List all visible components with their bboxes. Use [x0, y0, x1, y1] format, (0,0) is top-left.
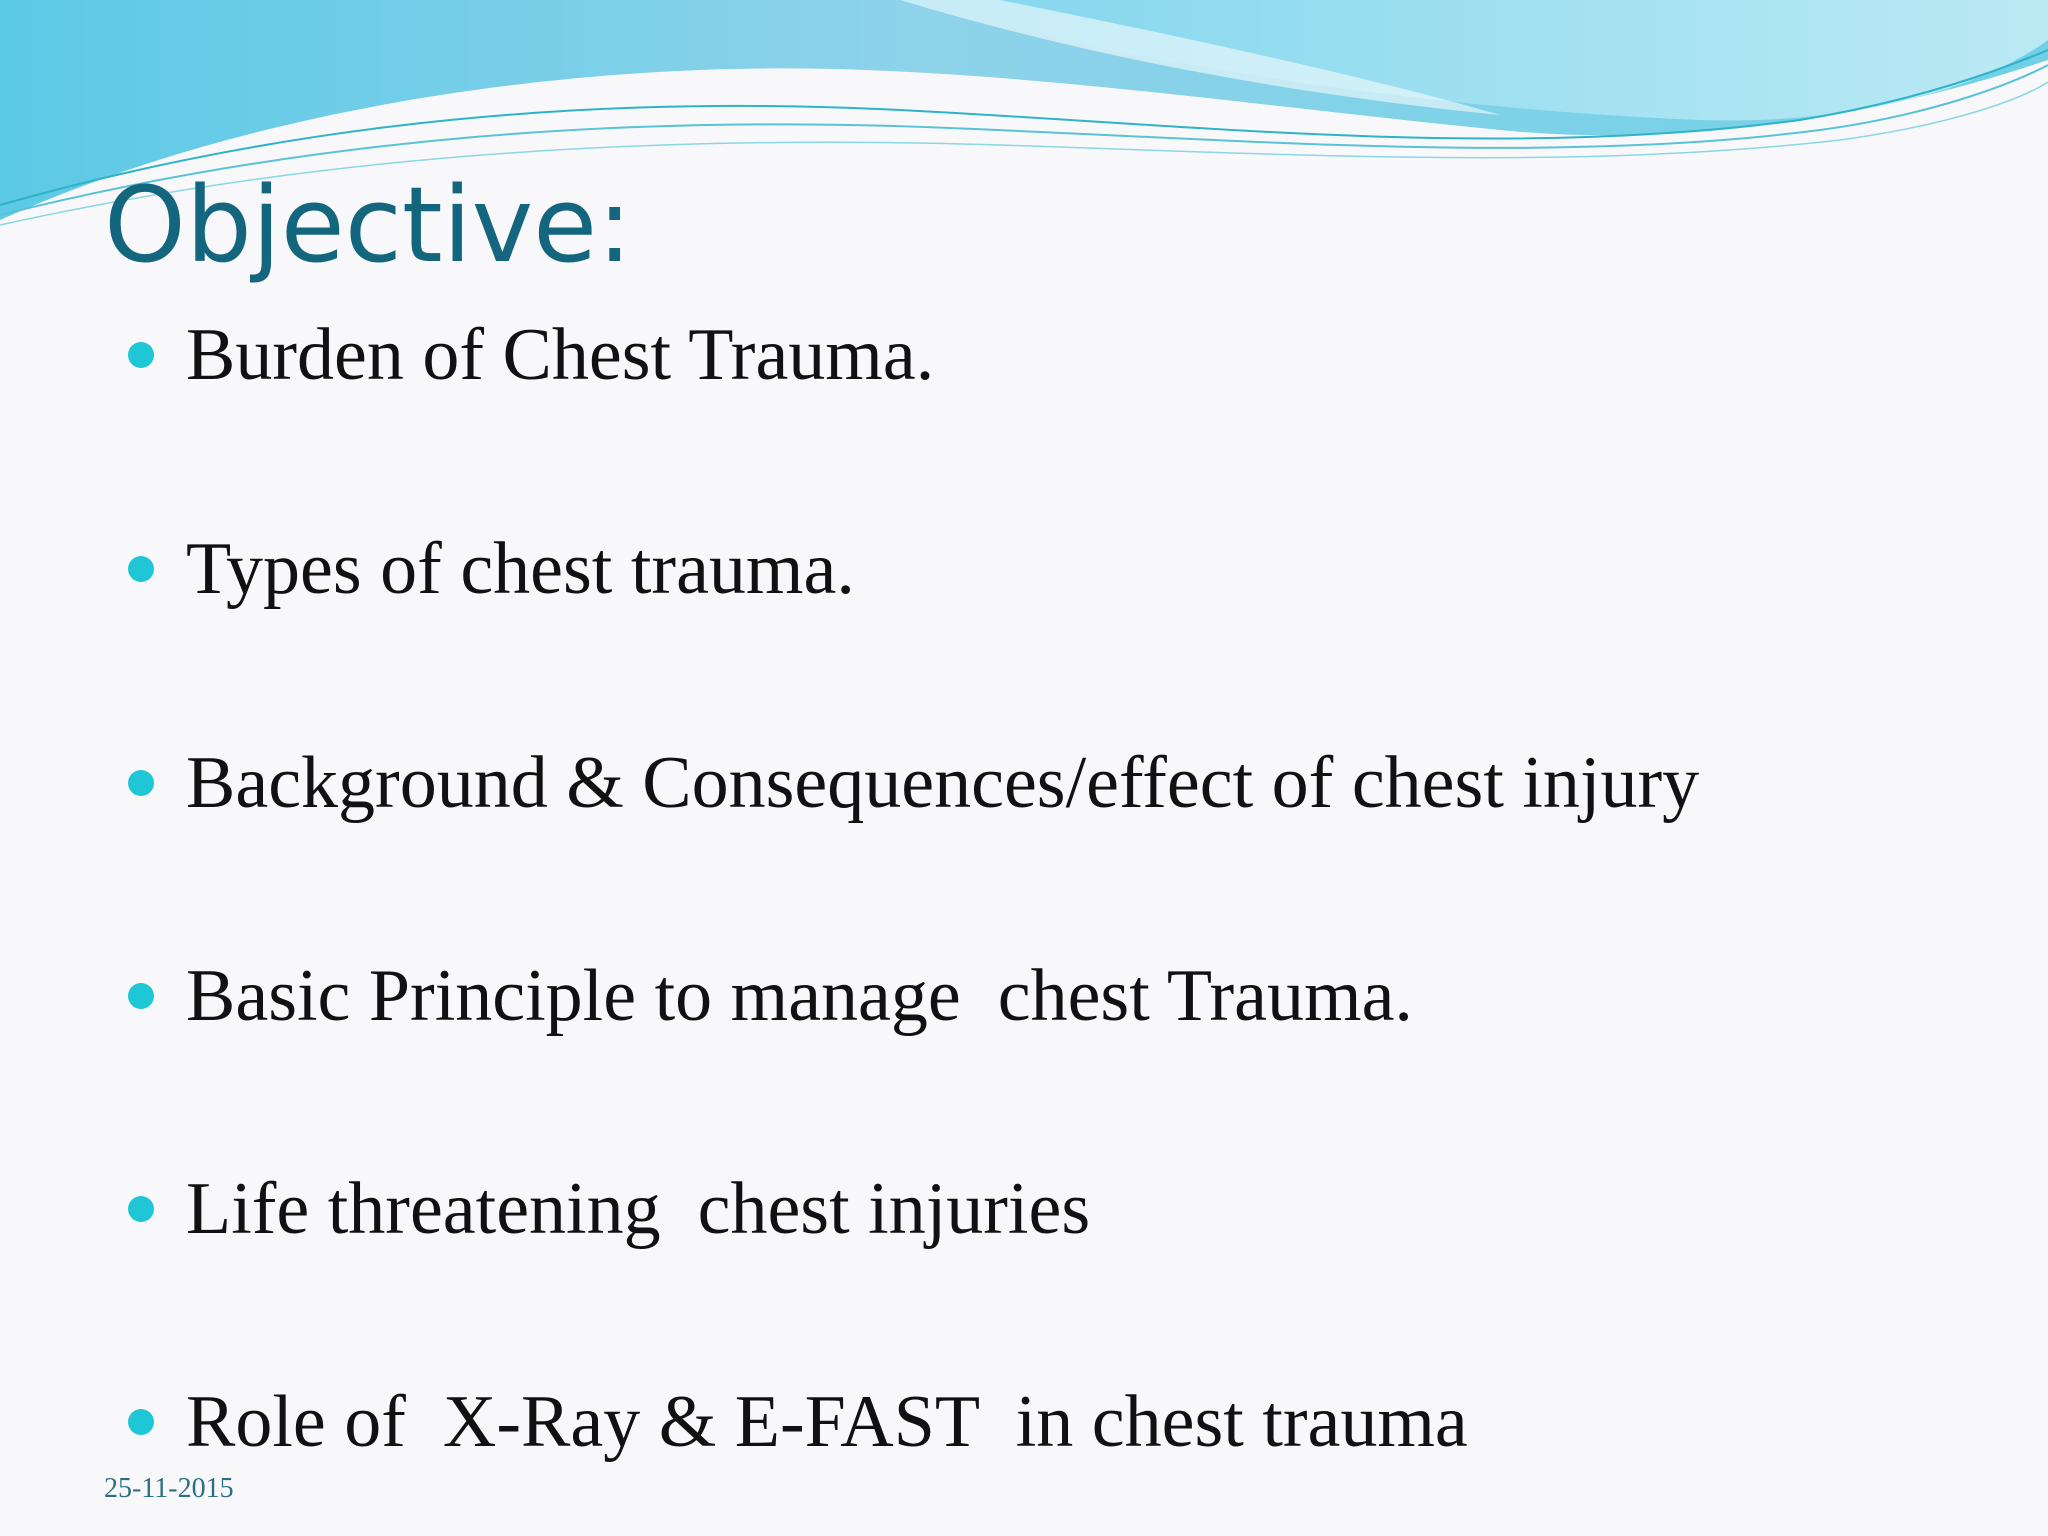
- bullet-item: [128, 1164, 1090, 1254]
- bullet-item: [128, 524, 855, 614]
- bullet-dot-icon: [128, 556, 154, 582]
- bullet-dot-icon: [128, 1196, 154, 1222]
- bullet-text: Role of X-Ray & E-FAST in chest trauma: [186, 1381, 1468, 1463]
- footer-date: 25-11-2015: [104, 1473, 234, 1504]
- bullet-item: [128, 738, 1699, 828]
- bullet-dot-icon: [128, 983, 154, 1009]
- bullet-text: Types of chest trauma.: [186, 528, 855, 610]
- bullet-dot-icon: [128, 1409, 154, 1435]
- bullet-text: Life threatening chest injuries: [186, 1168, 1091, 1250]
- bullet-dot-icon: [128, 770, 154, 796]
- bullet-dot-icon: [128, 342, 154, 368]
- bullet-item: [128, 951, 1413, 1041]
- bullet-item: [128, 310, 934, 400]
- bullet-text: Basic Principle to manage chest Trauma.: [186, 955, 1413, 1037]
- bullet-text: Background & Consequences/effect of chest injury: [186, 742, 1700, 824]
- slide-title: Objective:: [104, 164, 633, 286]
- bullet-text: Burden of Chest Trauma.: [186, 314, 935, 396]
- bullet-item: [128, 1377, 1468, 1467]
